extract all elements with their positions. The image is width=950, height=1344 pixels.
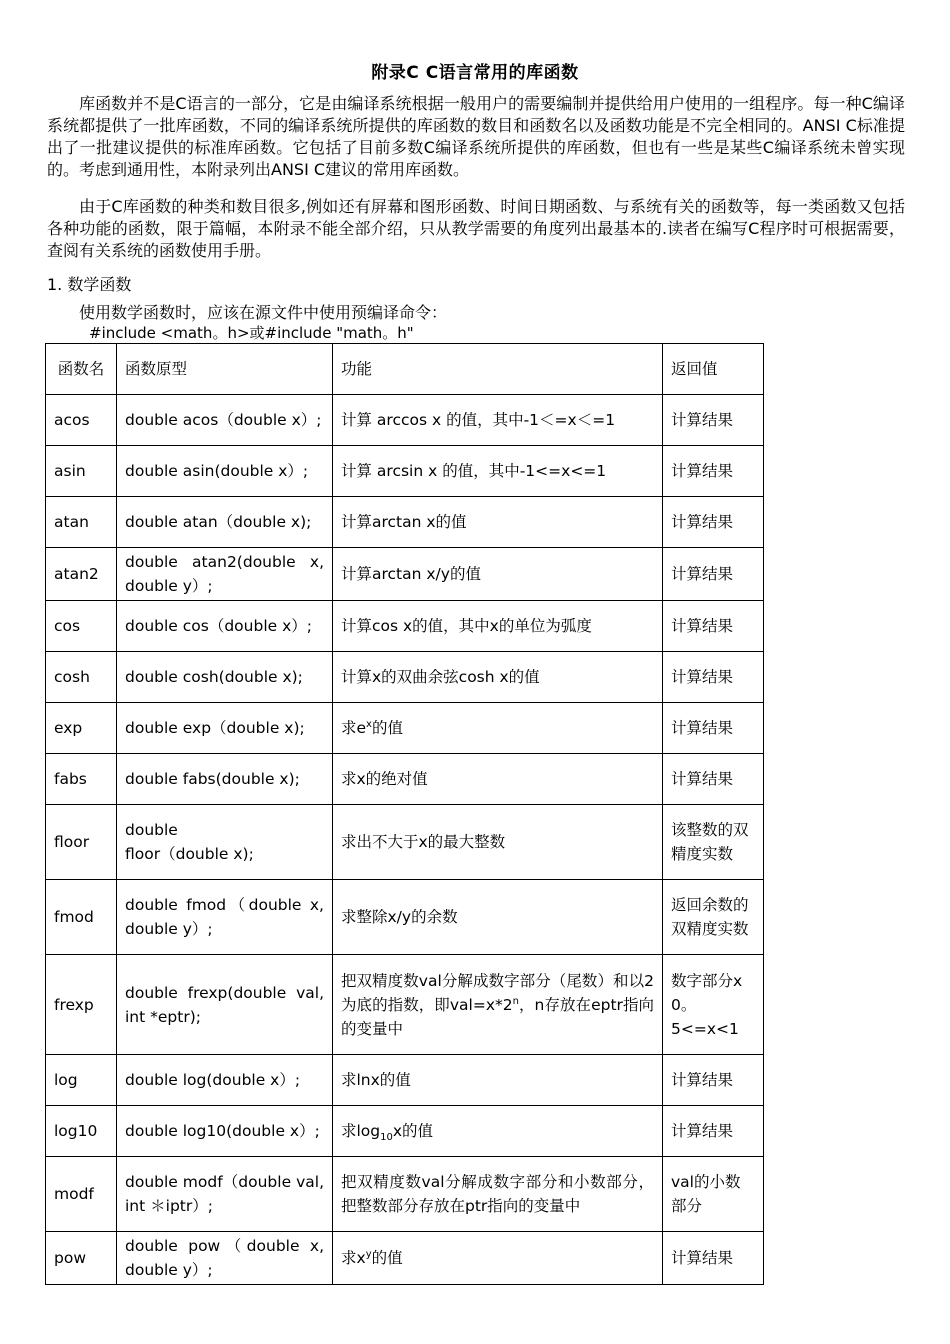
function-text: 的值 (371, 1249, 403, 1267)
page-title: 附录C C语言常用的库函数 (371, 63, 579, 83)
cell-return: 计算结果 (663, 395, 764, 446)
cell-name: log (46, 1055, 117, 1106)
header-return: 返回值 (663, 344, 764, 395)
cell-function: 求x的绝对值 (333, 754, 663, 805)
cell-prototype: double cos（double x）; (117, 601, 333, 652)
cell-function (333, 703, 663, 754)
superscript: x (366, 718, 372, 730)
cell-return: 该整数的双精度实数 (663, 805, 764, 880)
cell-function: 把双精度数val分解成数字部分和小数部分，把整数部分存放在ptr指向的变量中 (333, 1157, 663, 1232)
table-row (46, 548, 764, 601)
table-row (46, 601, 764, 652)
function-text: 的值 (371, 719, 403, 737)
table-row (46, 754, 764, 805)
function-text: x的值 (392, 1122, 434, 1140)
cell-prototype: double acos（double x）; (117, 395, 333, 446)
table-row (46, 1055, 764, 1106)
cell-name: modf (46, 1157, 117, 1232)
table-row (46, 446, 764, 497)
cell-return: 计算结果 (663, 1232, 764, 1285)
cell-prototype: double asin(double x）; (117, 446, 333, 497)
cell-return: 返回余数的双精度实数 (663, 880, 764, 955)
cell-function: 计算arctan x/y的值 (333, 548, 663, 601)
cell-name: pow (46, 1232, 117, 1285)
cell-function (333, 955, 663, 1055)
function-text: 求log (341, 1122, 381, 1140)
table-header-row (46, 344, 764, 395)
cell-function: 计算cos x的值，其中x的单位为弧度 (333, 601, 663, 652)
cell-prototype (117, 805, 333, 880)
cell-name: atan2 (46, 548, 117, 601)
section-heading: 1. 数学函数 (47, 275, 132, 294)
cell-name: log10 (46, 1106, 117, 1157)
cell-name: fabs (46, 754, 117, 805)
cell-return: 计算结果 (663, 548, 764, 601)
cell-name: frexp (46, 955, 117, 1055)
math-function-table (45, 343, 764, 1285)
function-text: 把双精度数val分解成数字部分（尾数）和以2为底的指数，即val=x*2 (341, 971, 654, 1014)
cell-function: 求lnx的值 (333, 1055, 663, 1106)
prototype-line: floor（double x); (125, 845, 254, 863)
intro-paragraph-1: 库函数并不是C语言的一部分，它是由编译系统根据一般用户的需要编制并提供给用户使用的一组程序。每一种C编译系统都提供了一批库函数，不同的编译系统所提供的库函数的数目和函数名以及函数功能是不完全相同的。ANSI C标准提出了一批建议提供的标准库函数。它包括了目前多数C编译系统所提供的库函数，但也有一些是某些C编译系统未曾实现的。考虑到通用性，本附录列出ANSI C建议的常用库函数。 (47, 94, 905, 179)
cell-prototype: double atan2(double x, double y）; (117, 548, 333, 601)
cell-return (663, 955, 764, 1055)
table-row (46, 805, 764, 880)
cell-function (333, 1106, 663, 1157)
table-row (46, 703, 764, 754)
cell-return: 计算结果 (663, 652, 764, 703)
table-row (46, 652, 764, 703)
table-row (46, 395, 764, 446)
cell-return: val的小数部分 (663, 1157, 764, 1232)
table-row (46, 497, 764, 548)
cell-name: exp (46, 703, 117, 754)
cell-prototype: double frexp(double val, int *eptr); (117, 955, 333, 1055)
cell-return: 计算结果 (663, 446, 764, 497)
function-text: 求e (341, 719, 367, 737)
cell-prototype: double fmod（double x, double y）; (117, 880, 333, 955)
return-line: 0。5<=x<1 (671, 995, 739, 1038)
cell-function: 求出不大于x的最大整数 (333, 805, 663, 880)
usage-note: 使用数学函数时，应该在源文件中使用预编译命令： (79, 303, 448, 322)
subscript: 10 (380, 1132, 393, 1144)
cell-name: acos (46, 395, 117, 446)
cell-return: 计算结果 (663, 754, 764, 805)
cell-name: cosh (46, 652, 117, 703)
table-row (46, 880, 764, 955)
cell-name: floor (46, 805, 117, 880)
superscript: n (512, 995, 519, 1007)
function-text: 求x (341, 1249, 366, 1267)
cell-name: fmod (46, 880, 117, 955)
include-directive: #include <math。h>或#include "math。h" (89, 324, 414, 342)
intro-paragraph-2: 由于C库函数的种类和数目很多,例如还有屏幕和图形函数、时间日期函数、与系统有关的函数等，每一类函数又包括各种功能的函数，限于篇幅，本附录不能全部介绍，只从教学需要的角度列出最基本的.读者在编写C程序时可根据需要，查阅有关系统的函数使用手册。 (47, 197, 905, 260)
cell-function: 计算 arcsin x 的值，其中-1<=x<=1 (333, 446, 663, 497)
header-function: 功能 (333, 344, 663, 395)
cell-function: 求整除x/y的余数 (333, 880, 663, 955)
cell-function: 计算 arccos x 的值，其中-1＜=x＜=1 (333, 395, 663, 446)
prototype-line: double (125, 821, 178, 839)
cell-prototype: double exp（double x); (117, 703, 333, 754)
cell-return: 计算结果 (663, 1106, 764, 1157)
table-row (46, 1232, 764, 1285)
cell-return: 计算结果 (663, 497, 764, 548)
cell-function: 计算x的双曲余弦cosh x的值 (333, 652, 663, 703)
cell-prototype: double log10(double x）; (117, 1106, 333, 1157)
header-name: 函数名 (46, 344, 117, 395)
function-text: ，n存放在eptr指向的变量中 (341, 995, 655, 1038)
return-line: 数字部分x (671, 971, 743, 990)
cell-prototype: double fabs(double x); (117, 754, 333, 805)
cell-function: 计算arctan x的值 (333, 497, 663, 548)
cell-name: atan (46, 497, 117, 548)
cell-return: 计算结果 (663, 1055, 764, 1106)
cell-return: 计算结果 (663, 703, 764, 754)
table-row (46, 955, 764, 1055)
cell-prototype: double modf（double val, int ＊iptr）; (117, 1157, 333, 1232)
table-row (46, 1106, 764, 1157)
cell-prototype: double log(double x）; (117, 1055, 333, 1106)
cell-prototype: double cosh(double x); (117, 652, 333, 703)
header-prototype: 函数原型 (117, 344, 333, 395)
cell-name: asin (46, 446, 117, 497)
cell-name: cos (46, 601, 117, 652)
cell-prototype: double atan（double x); (117, 497, 333, 548)
cell-function (333, 1232, 663, 1285)
cell-prototype: double pow（double x, double y）; (117, 1232, 333, 1285)
table-row (46, 1157, 764, 1232)
cell-return: 计算结果 (663, 601, 764, 652)
superscript: y (365, 1248, 372, 1260)
